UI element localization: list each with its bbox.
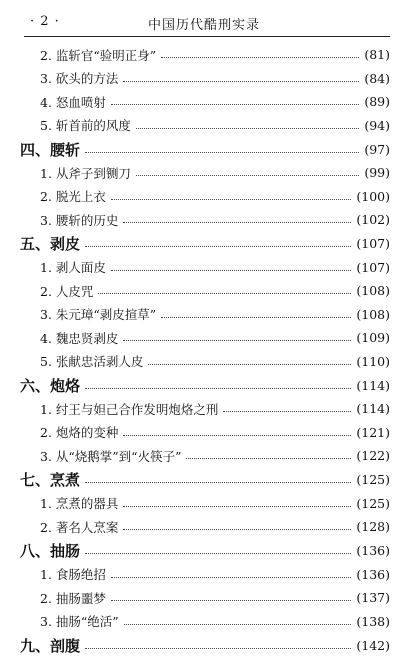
entry-title: 3. 腰斩的历史: [40, 212, 119, 228]
entry-title: 1. 食肠绝招: [40, 567, 106, 583]
dot-leader: [85, 553, 351, 554]
entry-title: 1. 烹煮的器具: [40, 496, 119, 512]
entry-title: 5. 斩首前的风度: [40, 118, 131, 134]
dot-leader: [161, 317, 351, 318]
toc-entry-row[interactable]: [0, 586, 408, 610]
page-reference: (107): [356, 236, 390, 251]
page-reference: (84): [364, 70, 390, 86]
chapter-title: 四、腰斩: [20, 140, 81, 159]
page-reference: (125): [356, 495, 390, 511]
toc-entry-row[interactable]: [0, 444, 408, 468]
dot-leader: [123, 340, 351, 341]
chapter-title: 五、剥皮: [20, 235, 81, 253]
dot-leader: [111, 270, 351, 271]
entry-title: 3. 从“烧鹅掌”到“火筷子”: [40, 448, 182, 464]
dot-leader: [85, 152, 359, 153]
page-reference: (114): [356, 401, 390, 417]
toc-entry-row[interactable]: [0, 114, 408, 138]
dot-leader: [186, 458, 351, 459]
page-reference: (136): [356, 543, 390, 558]
chapter-title: 九、剖腹: [20, 636, 81, 655]
page-reference: (137): [356, 590, 390, 606]
entry-title: 3. 抽肠“绝活”: [40, 614, 119, 630]
dot-leader: [98, 293, 351, 294]
toc-entry-row[interactable]: [0, 303, 408, 327]
entry-title: 2. 抽肠噩梦: [40, 590, 106, 606]
page-reference: (121): [356, 424, 390, 440]
dot-leader: [123, 435, 351, 436]
dot-leader: [124, 624, 352, 625]
toc-chapter-row[interactable]: [0, 373, 408, 397]
toc-entry-row[interactable]: [0, 610, 408, 634]
entry-title: 1. 剥人面皮: [40, 260, 106, 276]
toc-chapter-row[interactable]: [0, 137, 408, 161]
dot-leader: [111, 104, 359, 105]
page-reference: (110): [356, 353, 390, 369]
dot-leader: [85, 482, 351, 483]
page-reference: (89): [364, 94, 390, 110]
entry-title: 4. 魏忠贤剥皮: [40, 330, 119, 346]
toc-chapter-row[interactable]: [0, 539, 408, 563]
toc-entry-row[interactable]: [0, 421, 408, 445]
header-rule: [24, 36, 390, 37]
page-reference: (114): [356, 377, 390, 393]
toc-entry-row[interactable]: [0, 326, 408, 350]
page-reference: (108): [356, 283, 390, 299]
chapter-title: 八、抽肠: [20, 542, 81, 560]
dot-leader: [136, 128, 359, 129]
page-header: [0, 0, 408, 40]
entry-title: 3. 朱元璋“剥皮揎草”: [40, 307, 157, 323]
entry-title: 1. 纣王与妲己合作发明炮烙之刑: [40, 401, 219, 417]
toc-entry-row[interactable]: [0, 279, 408, 303]
entry-title: 2. 人皮咒: [40, 283, 94, 299]
chapter-title: 七、烹煮: [20, 471, 81, 489]
dot-leader: [123, 222, 351, 223]
entry-title: 2. 监斩官“验明正身”: [40, 47, 157, 63]
dot-leader: [85, 388, 351, 389]
dot-leader: [223, 411, 351, 412]
toc-chapter-row[interactable]: [0, 468, 408, 492]
dot-leader: [148, 364, 351, 365]
page-reference: (99): [364, 165, 390, 181]
dot-leader: [111, 577, 351, 578]
page-reference: (100): [356, 188, 390, 204]
page-number: · 2 ·: [30, 14, 60, 29]
toc-entry-row[interactable]: [0, 90, 408, 114]
page-reference: (94): [364, 117, 390, 133]
entry-title: 2. 炮烙的变种: [40, 425, 119, 441]
dot-leader: [123, 506, 351, 507]
page-reference: (125): [356, 472, 390, 487]
page-reference: (136): [356, 566, 390, 582]
toc-entry-row[interactable]: [0, 185, 408, 209]
page-reference: (138): [356, 613, 390, 629]
page-reference: (97): [364, 141, 390, 157]
dot-leader: [111, 199, 351, 200]
entry-title: 5. 张献忠活剥人皮: [40, 354, 144, 370]
entry-title: 2. 著名人烹案: [40, 519, 119, 535]
toc-entry-row[interactable]: [0, 67, 408, 91]
toc-entry-row[interactable]: [0, 208, 408, 232]
entry-title: 3. 砍头的方法: [40, 71, 119, 87]
page-reference: (81): [364, 47, 390, 63]
toc-entry-row[interactable]: [0, 43, 408, 67]
dot-leader: [85, 246, 351, 247]
entry-title: 2. 脱光上衣: [40, 189, 106, 205]
entry-title: 1. 从斧子到铡刀: [40, 165, 131, 181]
chapter-title: 六、炮烙: [20, 376, 81, 395]
page-reference: (108): [356, 306, 390, 322]
page-reference: (128): [356, 519, 390, 535]
toc-chapter-row[interactable]: [0, 232, 408, 256]
toc-entry-row[interactable]: [0, 256, 408, 280]
page-reference: (102): [356, 212, 390, 228]
dot-leader: [161, 57, 359, 58]
toc-entry-row[interactable]: [0, 515, 408, 539]
toc-entry-row[interactable]: [0, 492, 408, 516]
dot-leader: [85, 648, 351, 649]
dot-leader: [111, 600, 351, 601]
page-reference: (107): [356, 259, 390, 275]
entry-title: 4. 怒血喷射: [40, 94, 106, 110]
dot-leader: [123, 81, 359, 82]
page-reference: (122): [356, 448, 390, 464]
table-of-contents: [0, 43, 408, 657]
toc-entry-row[interactable]: [0, 397, 408, 421]
dot-leader: [136, 175, 359, 176]
dot-leader: [123, 529, 351, 530]
running-title: 中国历代酷刑实录: [147, 18, 260, 33]
toc-entry-row[interactable]: [0, 563, 408, 587]
toc-entry-row[interactable]: [0, 161, 408, 185]
toc-entry-row[interactable]: [0, 350, 408, 374]
page-reference: (109): [356, 330, 390, 346]
toc-chapter-row[interactable]: [0, 633, 408, 657]
page-reference: (142): [356, 637, 390, 653]
